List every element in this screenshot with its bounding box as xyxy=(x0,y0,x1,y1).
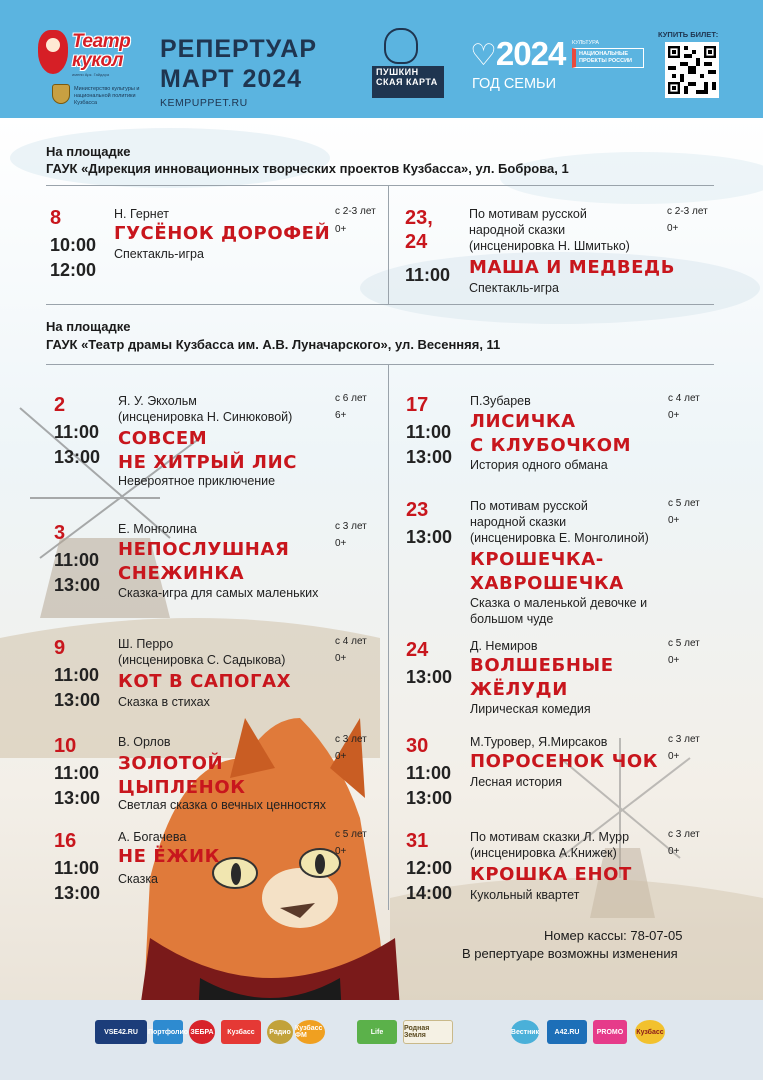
event-gusenok-dorofey[interactable] xyxy=(50,206,380,296)
event-zolotoy-cyplenok[interactable] xyxy=(54,734,384,824)
event-age-rating: 0+ xyxy=(335,538,347,549)
event-times: 11:00 13:00 xyxy=(406,763,453,808)
venue2-label: На площадке xyxy=(46,319,131,334)
event-times: 11:00 13:00 xyxy=(406,422,453,467)
logo-subtitle: имени Арк. Гайдара xyxy=(72,72,110,77)
coat-of-arms-icon xyxy=(52,84,70,104)
event-title: ПОРОСЕНОК ЧОК xyxy=(470,751,659,772)
sponsor-logo[interactable]: Портфолио xyxy=(153,1020,183,1044)
national-box: НАЦИОНАЛЬНЫЕ ПРОЕКТЫ РОССИИ xyxy=(572,48,644,68)
venue1-label: На площадке xyxy=(46,144,131,159)
event-genre: Сказка-игра для самых маленьких xyxy=(118,586,319,600)
event-title: ВОЛШЕБНЫЕ ЖЁЛУДИ xyxy=(470,655,614,700)
event-times: 10:00 12:00 xyxy=(50,235,97,280)
event-genre: Спектакль-игра xyxy=(114,247,204,261)
event-author: По мотивам сказки Л. Мурр (инсценировка А.Книжек) xyxy=(470,830,630,860)
event-title: ЗОЛОТОЙ ЦЫПЛЕНОК xyxy=(118,753,246,798)
event-date: 17 xyxy=(406,394,429,416)
header-banner xyxy=(0,0,763,118)
event-author: Н. Гернет xyxy=(114,207,169,221)
venue2-column-divider xyxy=(388,364,389,910)
event-date: 8 xyxy=(50,207,62,229)
venue1-bottom-divider xyxy=(46,304,714,305)
event-age-rating: 0+ xyxy=(668,410,680,421)
event-author: В. Орлов xyxy=(118,735,171,749)
event-times: 11:00 13:00 xyxy=(54,422,101,467)
event-kroshka-enot[interactable] xyxy=(406,829,716,909)
event-author: Ш. Перро (инсценировка С. Садыкова) xyxy=(118,637,286,667)
event-age-rating: 0+ xyxy=(335,846,347,857)
venue1-top-divider xyxy=(46,185,714,186)
event-age-rating: 0+ xyxy=(335,224,347,235)
year-subtitle: ГОД СЕМЬИ xyxy=(471,76,556,92)
event-age-rating: 6+ xyxy=(335,410,347,421)
event-title: НЕ ЁЖИК xyxy=(118,846,220,867)
event-times: 11:00 xyxy=(405,265,451,285)
venue1-column-divider xyxy=(388,185,389,305)
pushkin-card-logo xyxy=(370,28,446,100)
event-date: 10 xyxy=(54,735,77,757)
national-label: КУЛЬТУРА xyxy=(572,40,600,46)
sponsor-logo[interactable]: Кузбасс ФМ xyxy=(295,1020,325,1044)
event-age-rating: 0+ xyxy=(667,223,679,234)
sponsor-logo[interactable]: Кузбасс xyxy=(221,1020,261,1044)
event-age-rating: 0+ xyxy=(335,751,347,762)
ticket-qr-code[interactable] xyxy=(665,42,719,98)
event-age-from: с 5 лет xyxy=(668,638,700,649)
event-genre: Сказка в стихах xyxy=(118,695,210,709)
event-date: 2 xyxy=(54,394,66,416)
event-genre: Сказка о маленькой девочке и большом чуде xyxy=(470,596,648,626)
event-kot-v-sapogah[interactable] xyxy=(54,636,384,726)
puppet-theatre-logo[interactable] xyxy=(38,30,138,78)
event-genre: Невероятное приключение xyxy=(118,474,276,488)
event-genre: Кукольный квартет xyxy=(470,888,580,902)
event-age-from: с 6 лет xyxy=(335,393,367,404)
event-date: 3 xyxy=(54,522,66,544)
event-times: 13:00 xyxy=(406,527,453,547)
qr-code-icon xyxy=(668,45,716,95)
year-number: ♡2024 xyxy=(470,35,566,72)
event-age-rating: 0+ xyxy=(668,846,680,857)
event-author: По мотивам русской народной сказки (инсценировка Е. Монголиной) xyxy=(470,499,649,545)
event-author: Я. У. Экхольм (инсценировка Н. Синюковой) xyxy=(118,394,293,424)
event-masha-i-medved[interactable] xyxy=(405,206,715,296)
year-of-family-logo xyxy=(460,34,566,104)
event-genre: Сказка xyxy=(118,872,159,886)
event-volshebnye-zheludi[interactable] xyxy=(406,638,716,718)
event-porosenok-chok[interactable] xyxy=(406,734,716,814)
buy-ticket-label: КУПИТЬ БИЛЕТ: xyxy=(658,30,719,39)
event-age-rating: 0+ xyxy=(335,653,347,664)
pushkin-card-text: ПУШКИН СКАЯ КАРТА xyxy=(372,66,444,98)
sponsor-logo[interactable]: A42.RU xyxy=(547,1020,587,1044)
event-age-from: с 3 лет xyxy=(668,734,700,745)
event-age-from: с 3 лет xyxy=(335,734,367,745)
event-age-rating: 0+ xyxy=(668,515,680,526)
event-title: СОВСЕМ НЕ ХИТРЫЙ ЛИС xyxy=(118,428,298,473)
event-age-from: с 3 лет xyxy=(668,829,700,840)
national-projects-logo xyxy=(572,40,644,80)
event-author: А. Богачева xyxy=(118,830,187,844)
event-lisichka-s-klubochkom[interactable] xyxy=(406,393,716,483)
event-times: 11:00 13:00 xyxy=(54,665,101,710)
event-date: 23 xyxy=(406,499,429,521)
heart-icon: ♡ xyxy=(470,39,496,72)
event-age-from: с 4 лет xyxy=(668,393,700,404)
event-age-from: с 5 лет xyxy=(668,498,700,509)
event-author: Д. Немиров xyxy=(470,639,538,653)
event-genre: Лирическая комедия xyxy=(470,702,591,716)
event-author: По мотивам русской народной сказки (инсценировка Н. Шмитько) xyxy=(469,207,630,253)
sponsor-logo[interactable]: PROMO xyxy=(593,1020,627,1044)
title-line-1: РЕПЕРТУАР xyxy=(160,35,318,63)
event-title: ЛИСИЧКА С КЛУБОЧКОМ xyxy=(470,411,632,456)
sponsor-logo[interactable]: Радио xyxy=(267,1020,293,1044)
event-kroshechka-havroshechka[interactable] xyxy=(406,498,716,628)
event-age-from: с 5 лет xyxy=(335,829,367,840)
venue2-name: ГАУК «Театр драмы Кузбасса им. А.В. Луначарского», ул. Весенняя, 11 xyxy=(46,337,501,352)
event-times: 13:00 xyxy=(406,667,453,687)
sponsor-logo[interactable]: ЗЕБРА xyxy=(189,1020,215,1044)
ministry-text: Министерство культуры и национальной политики Кузбасса xyxy=(74,86,140,106)
event-genre: Светлая сказка о вечных ценностях xyxy=(118,798,327,812)
sponsor-logo[interactable]: Родная Земля xyxy=(403,1020,453,1044)
event-author: М.Туровер, Я.Мирсаков xyxy=(470,735,608,749)
event-date: 30 xyxy=(406,735,429,757)
event-neposlushnaya-snezhinka[interactable] xyxy=(54,521,384,611)
ministry-logo xyxy=(52,84,152,110)
sponsor-logo[interactable]: VSE42.RU xyxy=(95,1020,147,1044)
event-title: КОТ В САПОГАХ xyxy=(118,671,292,692)
event-times: 11:00 13:00 xyxy=(54,858,101,903)
changes-note: В репертуаре возможны изменения xyxy=(462,946,678,961)
event-title: КРОШКА ЕНОТ xyxy=(470,864,632,885)
box-office-phone[interactable]: Номер кассы: 78-07-05 xyxy=(544,928,683,943)
puppet-mascot-icon xyxy=(38,30,68,74)
venue2-top-divider xyxy=(46,364,714,365)
event-ne-ezhik[interactable] xyxy=(54,829,384,909)
event-author: Е. Монголина xyxy=(118,522,197,536)
event-date: 23, 24 xyxy=(405,207,433,253)
event-age-from: с 3 лет xyxy=(335,521,367,532)
event-genre: Лесная история xyxy=(470,775,562,789)
venue1-name: ГАУК «Дирекция инновационных творческих проектов Кузбасса», ул. Боброва, 1 xyxy=(46,161,569,176)
event-date: 24 xyxy=(406,639,429,661)
event-title: НЕПОСЛУШНАЯ СНЕЖИНКА xyxy=(118,539,290,584)
event-age-from: с 4 лет xyxy=(335,636,367,647)
event-genre: Спектакль-игра xyxy=(469,281,559,295)
event-date: 9 xyxy=(54,637,66,659)
page-title xyxy=(160,34,317,94)
event-author: П.Зубарев xyxy=(470,394,531,408)
sponsor-logo[interactable]: Кузбасс xyxy=(635,1020,665,1044)
event-sovsem-ne-hitry-lis[interactable] xyxy=(54,393,384,493)
event-times: 11:00 13:00 xyxy=(54,550,101,595)
event-times: 12:00 14:00 xyxy=(406,858,453,903)
event-age-from: с 2-3 лет xyxy=(335,206,376,217)
event-times: 11:00 13:00 xyxy=(54,763,101,808)
sponsor-logo[interactable]: Life xyxy=(357,1020,397,1044)
event-date: 16 xyxy=(54,830,77,852)
event-age-rating: 0+ xyxy=(668,751,680,762)
pushkin-portrait-icon xyxy=(384,28,418,64)
event-date: 31 xyxy=(406,830,429,852)
sponsor-logo[interactable]: Вестник xyxy=(511,1020,539,1044)
event-title: КРОШЕЧКА- ХАВРОШЕЧКА xyxy=(470,549,624,594)
event-age-from: с 2-3 лет xyxy=(667,206,708,217)
sponsor-logos xyxy=(95,1016,685,1050)
logo-text: Театр кукол xyxy=(72,31,131,71)
event-genre: История одного обмана xyxy=(470,458,608,472)
title-line-2: МАРТ 2024 xyxy=(160,65,303,93)
site-link[interactable]: KEMPUPPET.RU xyxy=(160,97,248,109)
event-title: ГУСЁНОК ДОРОФЕЙ xyxy=(114,223,331,244)
event-title: МАША И МЕДВЕДЬ xyxy=(469,257,676,278)
event-age-rating: 0+ xyxy=(668,655,680,666)
